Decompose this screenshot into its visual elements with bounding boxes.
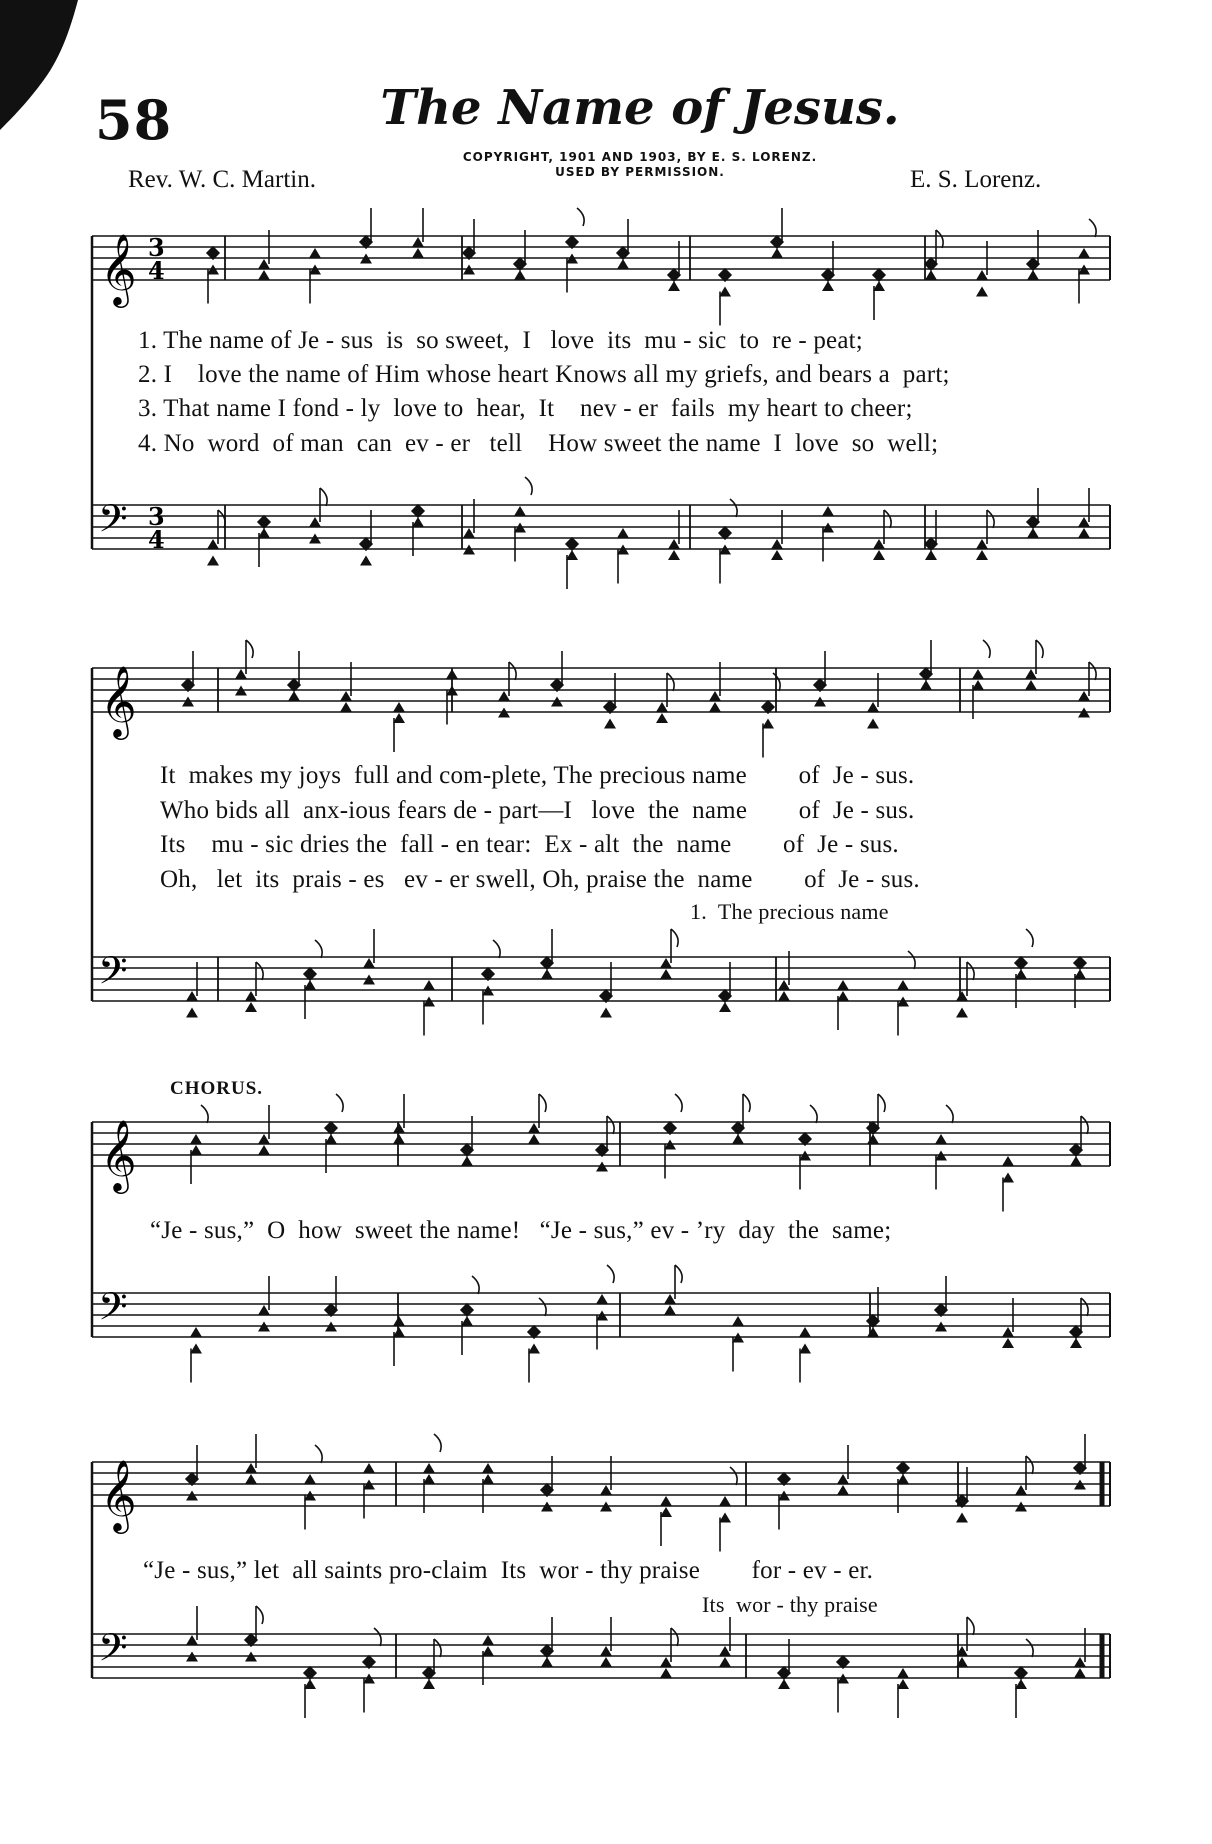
note-flag: [493, 940, 500, 958]
note-flag: [201, 1105, 208, 1123]
note-head: [660, 969, 672, 979]
treble-clef: 𝄞: [100, 232, 137, 305]
verse-4-line-2: Oh, let its prais - es ev - er swell, Oh, praise the name of Je - sus.: [160, 866, 920, 893]
note-flag: [1081, 1116, 1088, 1134]
note-head: [258, 270, 270, 280]
note-flag: [1036, 640, 1043, 658]
note-head: [1074, 969, 1086, 979]
note-head: [340, 702, 352, 712]
note-flag: [246, 640, 253, 658]
note-head: [925, 270, 937, 280]
note-flag: [671, 929, 678, 947]
verse-1-line-1: 1. The name of Je - sus is so sweet, I love its mu - sic to re - peat;: [138, 327, 863, 354]
note-head: [837, 1485, 849, 1495]
verse-2-line-1: 2. I love the name of Him whose heart Knows all my griefs, and bears a part;: [138, 361, 950, 388]
note-head: [360, 556, 372, 566]
note-flag: [878, 1094, 885, 1112]
note-head: [771, 550, 783, 560]
note-head: [423, 1679, 435, 1689]
bass-cue-precious-name: 1. The precious name: [690, 899, 889, 924]
note-head: [660, 1496, 672, 1506]
note-flag: [218, 510, 225, 528]
note-flag: [908, 951, 915, 969]
verse-1-line-2: It makes my joys full and com-plete, The precious name of Je - sus.: [160, 762, 915, 789]
composer-credit: E. S. Lorenz.: [910, 166, 1042, 193]
bass-clef: 𝄢: [98, 1284, 128, 1338]
note-flag: [256, 962, 263, 980]
note-head: [1002, 1338, 1014, 1348]
note-head: [709, 702, 721, 712]
note-head: [190, 1134, 202, 1144]
note-head: [393, 1316, 405, 1326]
treble-clef: 𝄞: [100, 1118, 137, 1191]
bass-clef: 𝄢: [98, 1625, 128, 1679]
note-head: [423, 980, 435, 990]
note-flag: [434, 1639, 441, 1657]
note-flag: [983, 640, 990, 658]
note-flag: [810, 1105, 817, 1123]
lyricist-credit: Rev. W. C. Martin.: [128, 166, 316, 193]
note-head: [972, 669, 984, 679]
note-head: [799, 1327, 811, 1337]
note-flag: [884, 510, 891, 528]
note-head: [656, 713, 668, 723]
note-head: [867, 1134, 879, 1144]
treble-clef: 𝄞: [100, 1458, 137, 1531]
hymn-title: The Name of Jesus.: [380, 80, 900, 136]
hymn-number: 58: [95, 88, 173, 152]
note-head: [732, 1134, 744, 1144]
chorus-line-1: “Je - sus,” O how sweet the name! “Je - sus,” ev - ’ry day the same;: [150, 1217, 892, 1244]
treble-clef: 𝄞: [100, 664, 137, 737]
verse-3-line-2: Its mu - sic dries the fall - en tear: Ex - alt the name of Je - sus.: [160, 831, 899, 858]
note-head: [1074, 1668, 1086, 1678]
note-head: [604, 719, 616, 729]
note-head: [186, 1008, 198, 1018]
note-head: [617, 259, 629, 269]
note-flag: [671, 1628, 678, 1646]
note-head: [541, 1657, 553, 1667]
note-head: [867, 1327, 879, 1337]
note-head: [778, 991, 790, 1001]
note-head: [412, 248, 424, 258]
note-head: [976, 550, 988, 560]
note-head: [668, 281, 680, 291]
note-head: [873, 550, 885, 560]
note-head: [771, 248, 783, 258]
note-head: [1027, 270, 1039, 280]
time-signature-top: 3: [148, 502, 165, 531]
note-flag: [1089, 662, 1096, 680]
note-flag: [946, 1105, 953, 1123]
note-head: [304, 1474, 316, 1484]
note-head: [920, 680, 932, 690]
note-flag: [320, 488, 327, 506]
note-flag: [730, 1467, 737, 1485]
note-head: [935, 1134, 947, 1144]
note-flag: [472, 1276, 479, 1294]
note-head: [288, 691, 300, 701]
verse-3-line-1: 3. That name I fond - ly love to hear, It nev - er fails my heart to cheer;: [138, 395, 913, 422]
note-flag: [1026, 1456, 1033, 1474]
note-flag: [525, 477, 532, 495]
note-head: [1025, 680, 1037, 690]
note-head: [617, 528, 629, 538]
time-signature-bottom: 4: [148, 256, 165, 285]
time-signature-bottom: 4: [148, 525, 165, 554]
note-flag: [967, 1617, 974, 1635]
note-head: [897, 1668, 909, 1678]
bass-clef: 𝄢: [98, 496, 128, 550]
note-head: [837, 980, 849, 990]
note-head: [245, 1474, 257, 1484]
note-flag: [336, 1094, 343, 1112]
note-head: [822, 506, 834, 516]
note-flag: [607, 1265, 614, 1283]
note-head: [514, 270, 526, 280]
note-head: [541, 969, 553, 979]
note-flag: [936, 230, 943, 248]
note-head: [482, 1463, 494, 1473]
note-head: [719, 1657, 731, 1667]
note-flag: [1089, 219, 1096, 237]
note-flag: [675, 1094, 682, 1112]
verse-2-line-2: Who bids all anx-ious fears de - part—I love the name of Je - sus.: [160, 797, 915, 824]
note-flag: [730, 499, 737, 517]
note-head: [528, 1134, 540, 1144]
note-head: [956, 1513, 968, 1523]
note-head: [363, 1463, 375, 1473]
note-head: [393, 1134, 405, 1144]
note-head: [258, 1145, 270, 1155]
note-flag: [607, 1116, 614, 1134]
note-flag: [509, 662, 516, 680]
chorus-label: CHORUS.: [170, 1078, 264, 1099]
note-head: [719, 1496, 731, 1506]
note-flag: [374, 1628, 381, 1646]
note-head: [600, 1657, 612, 1667]
note-head: [778, 1679, 790, 1689]
permission-line: USED BY PERMISSION.: [555, 165, 725, 179]
note-head: [393, 702, 405, 712]
note-flag: [1026, 1639, 1033, 1657]
note-head: [423, 1463, 435, 1473]
chorus-bass-cue: Its wor - thy praise: [702, 1592, 878, 1617]
note-head: [897, 980, 909, 990]
note-head: [190, 1327, 202, 1337]
note-flag: [1081, 1298, 1088, 1316]
note-flag: [743, 1094, 750, 1112]
note-head: [1078, 248, 1090, 258]
chorus-line-2: “Je - sus,” let all saints pro-claim Its wor - thy praise for - ev - er.: [143, 1557, 874, 1584]
note-head: [664, 1305, 676, 1315]
note-head: [668, 550, 680, 560]
note-head: [1027, 528, 1039, 538]
note-flag: [434, 1434, 441, 1452]
note-flag: [967, 962, 974, 980]
note-head: [956, 1008, 968, 1018]
note-flag: [539, 1298, 546, 1316]
note-head: [461, 1156, 473, 1166]
note-head: [600, 1008, 612, 1018]
note-flag: [577, 208, 584, 226]
note-head: [514, 506, 526, 516]
note-flag: [539, 1094, 546, 1112]
note-head: [482, 1635, 494, 1645]
note-head: [732, 1316, 744, 1326]
note-head: [1070, 1338, 1082, 1348]
note-head: [976, 287, 988, 297]
note-head: [309, 248, 321, 258]
verse-4-line-1: 4. No word of man can ev - er tell How sweet the name I love so well;: [138, 430, 939, 457]
note-flag: [1026, 929, 1033, 947]
note-flag: [667, 673, 674, 691]
note-head: [245, 1002, 257, 1012]
note-head: [207, 556, 219, 566]
note-head: [1070, 1156, 1082, 1166]
note-flag: [315, 940, 322, 958]
note-head: [660, 1668, 672, 1678]
bass-clef: 𝄢: [98, 948, 128, 1002]
note-flag: [315, 1445, 322, 1463]
note-head: [1078, 528, 1090, 538]
note-flag: [256, 1606, 263, 1624]
note-head: [925, 550, 937, 560]
note-head: [596, 1294, 608, 1304]
note-head: [867, 719, 879, 729]
copyright-line: COPYRIGHT, 1901 AND 1903, BY E. S. LORENZ.: [462, 150, 818, 164]
note-head: [822, 281, 834, 291]
note-flag: [987, 510, 994, 528]
note-head: [719, 1002, 731, 1012]
note-flag: [675, 1265, 682, 1283]
time-signature-top: 3: [148, 233, 165, 262]
note-head: [1002, 1156, 1014, 1166]
note-head: [446, 669, 458, 679]
